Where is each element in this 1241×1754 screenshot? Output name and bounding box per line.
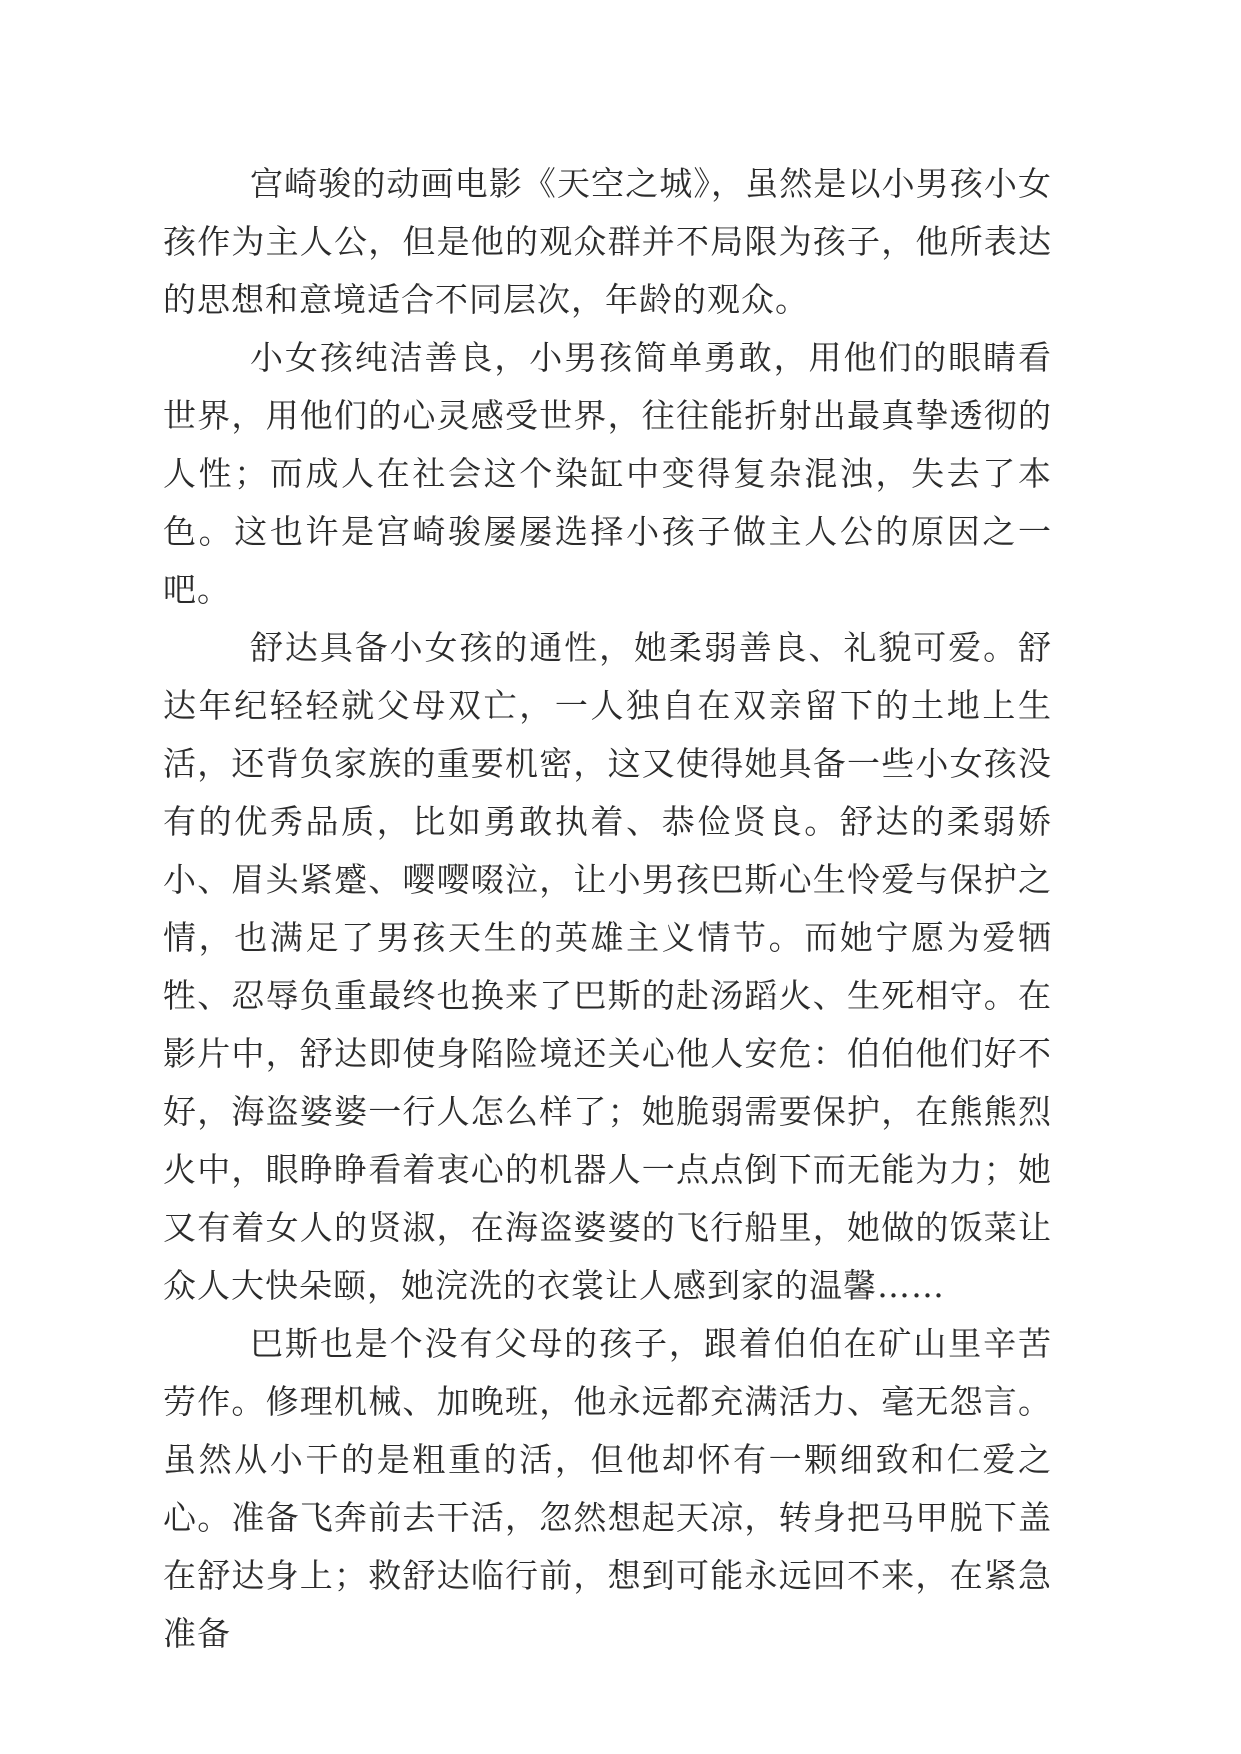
document-body (163, 155, 1052, 1663)
paragraph: 宫崎骏的动画电影《天空之城》，虽然是以小男孩小女孩作为主人公，但是他的观众群并不局限为孩子，他所表达的思想和意境适合不同层次，年龄的观众。 (163, 164, 1052, 319)
paragraph: 巴斯也是个没有父母的孩子，跟着伯伯在矿山里辛苦劳作。修理机械、加晚班，他永远都充满活力、毫无怨言。虽然从小干的是粗重的活，但他却怀有一颗细致和仁爱之心。准备飞奔前去干活，忽然想起天凉，转身把马甲脱下盖在舒达身上；救舒达临行前，想到可能永远回不来，在紧急准备 (163, 1324, 1052, 1653)
paragraph: 舒达具备小女孩的通性，她柔弱善良、礼貌可爱。舒达年纪轻轻就父母双亡，一人独自在双亲留下的土地上生活，还背负家族的重要机密，这又使得她具备一些小女孩没有的优秀品质，比如勇敢执着、恭俭贤良。舒达的柔弱娇小、眉头紧蹙、嘤嘤啜泣，让小男孩巴斯心生怜爱与保护之情，也满足了男孩天生的英雄主义情节。而她宁愿为爱牺牲、忍辱负重最终也换来了巴斯的赴汤蹈火、生死相守。在影片中，舒达即使身陷险境还关心他人安危：伯伯他们好不好，海盗婆婆一行人怎么样了；她脆弱需要保护，在熊熊烈火中，眼睁睁看着衷心的机器人一点点倒下而无能为力；她又有着女人的贤淑，在海盗婆婆的飞行船里，她做的饭菜让众人大快朵颐，她浣洗的衣裳让人感到家的温馨…… (163, 628, 1052, 1305)
paragraph: 小女孩纯洁善良，小男孩简单勇敢，用他们的眼睛看世界，用他们的心灵感受世界，往往能折射出最真挚透彻的人性；而成人在社会这个染缸中变得复杂混浊，失去了本色。这也许是宫崎骏屡屡选择小孩子做主人公的原因之一吧。 (163, 338, 1052, 609)
